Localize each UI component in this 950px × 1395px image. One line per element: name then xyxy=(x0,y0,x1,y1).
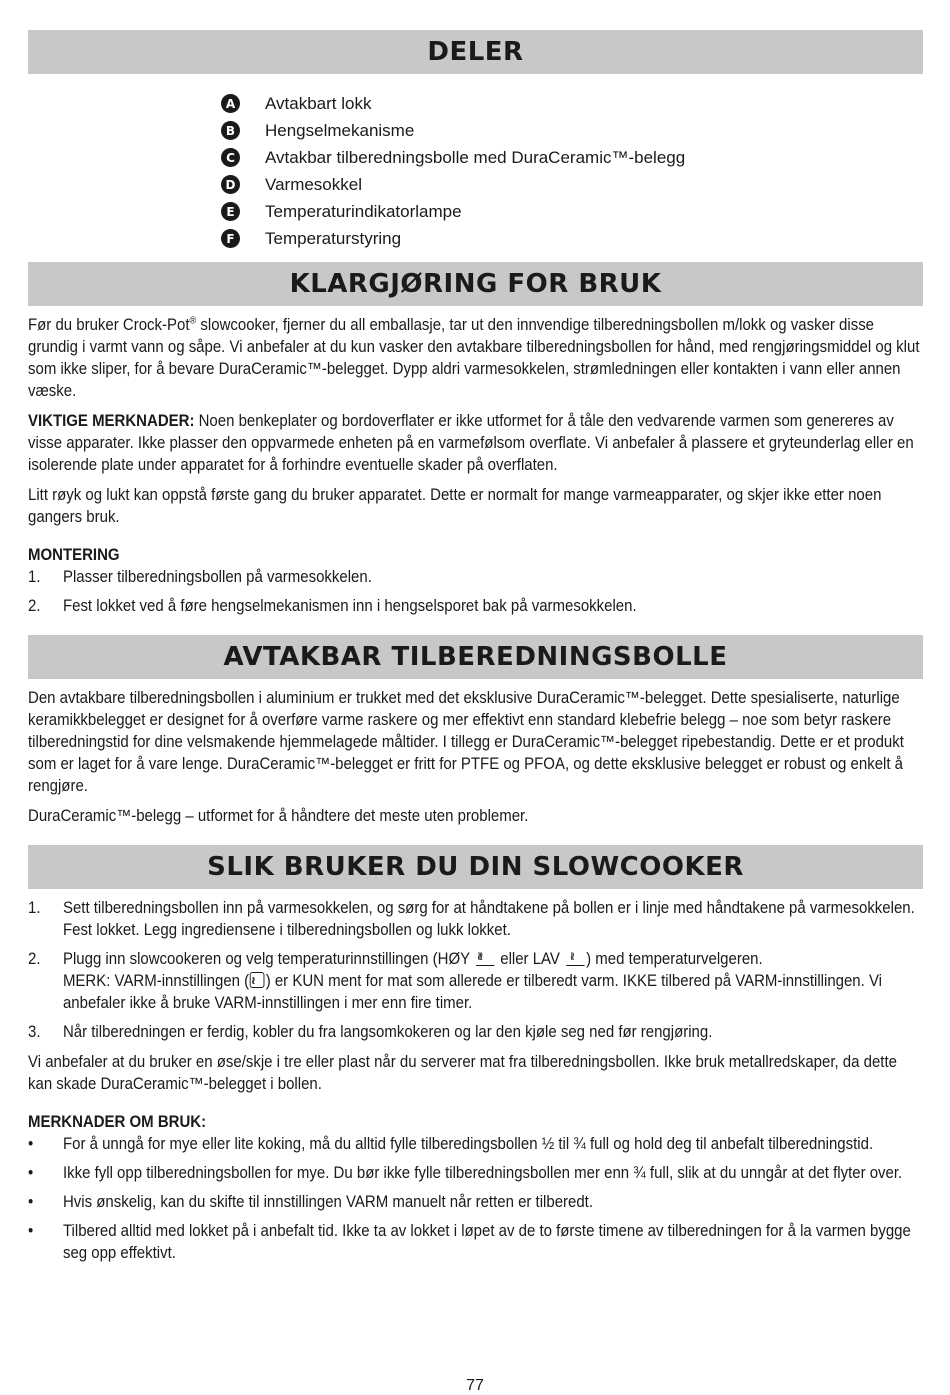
montering-step xyxy=(28,595,921,617)
part-label: Temperaturindikatorlampe xyxy=(265,201,462,221)
montering-heading: MONTERING xyxy=(28,546,120,564)
part-label: Avtakbart lokk xyxy=(265,93,372,113)
notes-item xyxy=(28,1133,921,1155)
bullet: • xyxy=(28,1164,34,1182)
text-run: eller LAV xyxy=(496,950,565,968)
text-run: ) er KUN ment for mat som allerede er tilberedt varm. IKKE tilbered på VARM-innstillingen. Vi anbefaler ikke å bruke VARM-innstillingen i mer enn fire timer. xyxy=(62,972,883,1012)
usage-step xyxy=(28,948,921,1014)
step-text xyxy=(63,948,921,1014)
parts-list-item xyxy=(221,117,923,144)
parts-list-item xyxy=(221,144,923,171)
step-text: Fest lokket ved å føre hengselmekanismen inn i hengselsporet bak på varmesokkelen. xyxy=(62,597,637,615)
section-heading-slik: SLIK BRUKER DU DIN SLOWCOOKER xyxy=(28,845,923,889)
bullet: • xyxy=(28,1135,34,1153)
usage-step xyxy=(28,897,921,941)
paragraph-important-notes xyxy=(28,410,921,476)
bullet: • xyxy=(28,1222,34,1240)
section-heading-avtakbar: AVTAKBAR TILBEREDNINGSBOLLE xyxy=(28,635,923,679)
warm-setting-icon xyxy=(250,972,265,988)
usage-step xyxy=(28,1021,921,1043)
paragraph-smoke-note: Litt røyk og lukt kan oppstå første gang du bruker apparatet. Dette er normalt for mange varmeapparater, og skjer ikke etter noen gangers bruk. xyxy=(28,486,882,526)
montering-step xyxy=(28,566,921,588)
note-text: Hvis ønskelig, kan du skifte til innstillingen VARM manuelt når retten er tilberedt. xyxy=(62,1193,593,1211)
part-letter-badge: E xyxy=(221,202,240,221)
part-letter-badge: D xyxy=(221,175,240,194)
high-setting-icon xyxy=(476,949,494,966)
parts-list-item xyxy=(221,90,923,117)
step-text: Plasser tilberedningsbollen på varmesokkelen. xyxy=(62,568,372,586)
notes-item xyxy=(28,1191,921,1213)
parts-list xyxy=(221,90,923,252)
part-label: Avtakbar tilberedningsbolle med DuraCeramic™-belegg xyxy=(265,147,686,167)
note-text: Tilbered alltid med lokket på i anbefalt tid. Ikke ta av lokket i løpet av de to første timene av tilberedningen for å la varmen bygge seg opp effektivt. xyxy=(62,1222,911,1262)
notes-item xyxy=(28,1162,921,1184)
step-number: 3. xyxy=(28,1023,41,1041)
step-number: 1. xyxy=(28,568,41,586)
parts-list-item xyxy=(221,198,923,225)
notes-item xyxy=(28,1220,921,1264)
manual-page xyxy=(28,30,923,1264)
low-setting-icon xyxy=(566,949,584,966)
part-label: Temperaturstyring xyxy=(265,228,402,248)
parts-list-item xyxy=(221,171,923,198)
step-text: Sett tilberedningsbollen inn på varmesokkelen, og sørg for at håndtakene på bollen er i linje med håndtakene på varmesokkelen. Fest lokket. Legg ingrediensene i tilberedningsbollen og lukk lokket. xyxy=(62,899,915,939)
text-run: Noen benkeplater og bordoverflater er ikke utformet for å tåle den vedvarende varmen som genereres av visse apparater. Ikke plasser den oppvarmede enheten på en varmefølsom overflate. Vi anbefaler å plassere et gryteunderlag eller en isolerende plate under apparatet for å forhindre eventuelle skader på overflaten. xyxy=(28,412,914,474)
part-letter-badge: F xyxy=(221,229,240,248)
part-letter-badge: B xyxy=(221,121,240,140)
text-run: Plugg inn slowcookeren og velg temperaturinnstillingen (HØY xyxy=(62,950,474,968)
note-text: For å unngå for mye eller lite koking, må du alltid fylle tilberedingsbollen ½ til ¾ full og hold deg til anbefalt tilberedningstid. xyxy=(62,1135,874,1153)
page-number: 77 xyxy=(466,1377,484,1394)
paragraph-preparation xyxy=(28,314,921,402)
part-letter-badge: A xyxy=(221,94,240,113)
notes-label: VIKTIGE MERKNADER: xyxy=(28,412,195,430)
part-label: Varmesokkel xyxy=(265,174,362,194)
parts-list-item xyxy=(221,225,923,252)
paragraph-bowl-tagline: DuraCeramic™-belegg – utformet for å håndtere det meste uten problemer. xyxy=(28,807,529,825)
paragraph-utensils: Vi anbefaler at du bruker en øse/skje i tre eller plast når du serverer mat fra tilberedningsbollen. Ikke bruk metallredskaper, da dette kan skade DuraCeramic™-belegget i bollen. xyxy=(28,1053,897,1093)
step-number: 2. xyxy=(28,597,41,615)
part-label: Hengselmekanisme xyxy=(265,120,415,140)
part-letter-badge: C xyxy=(221,148,240,167)
text-run: MERK: VARM-innstillingen ( xyxy=(62,972,250,990)
step-number: 1. xyxy=(28,899,41,917)
section-heading-klargjoring: KLARGJØRING FOR BRUK xyxy=(28,262,923,306)
step-text: Når tilberedningen er ferdig, kobler du fra langsomkokeren og lar den kjøle seg ned før rengjøring. xyxy=(62,1023,713,1041)
registered-mark: ® xyxy=(189,315,197,327)
paragraph-bowl-description: Den avtakbare tilberedningsbollen i aluminium er trukket med det eksklusive DuraCeramic™-belegget. Dette spesialiserte, naturlige keramikkbelegget er designet for å overføre varme raskere og mer effektivt enn standard klebefrie belegg – noe som betyr raskere tilberedningstid for dine velsmakende hjemmelagede måltider. I tillegg er DuraCeramic™-belegget ripebestandig. Dette er et produkt som er laget for å vare lenge. DuraCeramic™-belegget er fritt for PTFE og PFOA, og dette eksklusive belegget er robust og enkelt å rengjøre. xyxy=(28,689,904,795)
text-run: slowcooker, fjerner du all emballasje, tar ut den innvendige tilberedningsbollen m/lokk og vasker disse grundig i varmt vann og såpe. Vi anbefaler at du kun vasker den avtakbare tilberedningsbollen for hånd, med rengjøringsmiddel og klut som ikke sliper, for å bevare DuraCeramic™-belegget. Dypp aldri varmesokkelen, strømledningen eller kontakten i vann eller annen væske. xyxy=(28,316,920,400)
bullet: • xyxy=(28,1193,34,1211)
text-run: ) med temperaturvelgeren. xyxy=(586,950,763,968)
note-text: Ikke fyll opp tilberedningsbollen for mye. Du bør ikke fylle tilberedningsbollen mer enn ¾ full, slik at du unngår at det flyter over. xyxy=(62,1164,903,1182)
section-heading-deler: DELER xyxy=(28,30,923,74)
notes-heading: MERKNADER OM BRUK: xyxy=(28,1113,207,1131)
text-run: Før du bruker Crock-Pot xyxy=(28,316,190,334)
step-number: 2. xyxy=(28,950,41,968)
